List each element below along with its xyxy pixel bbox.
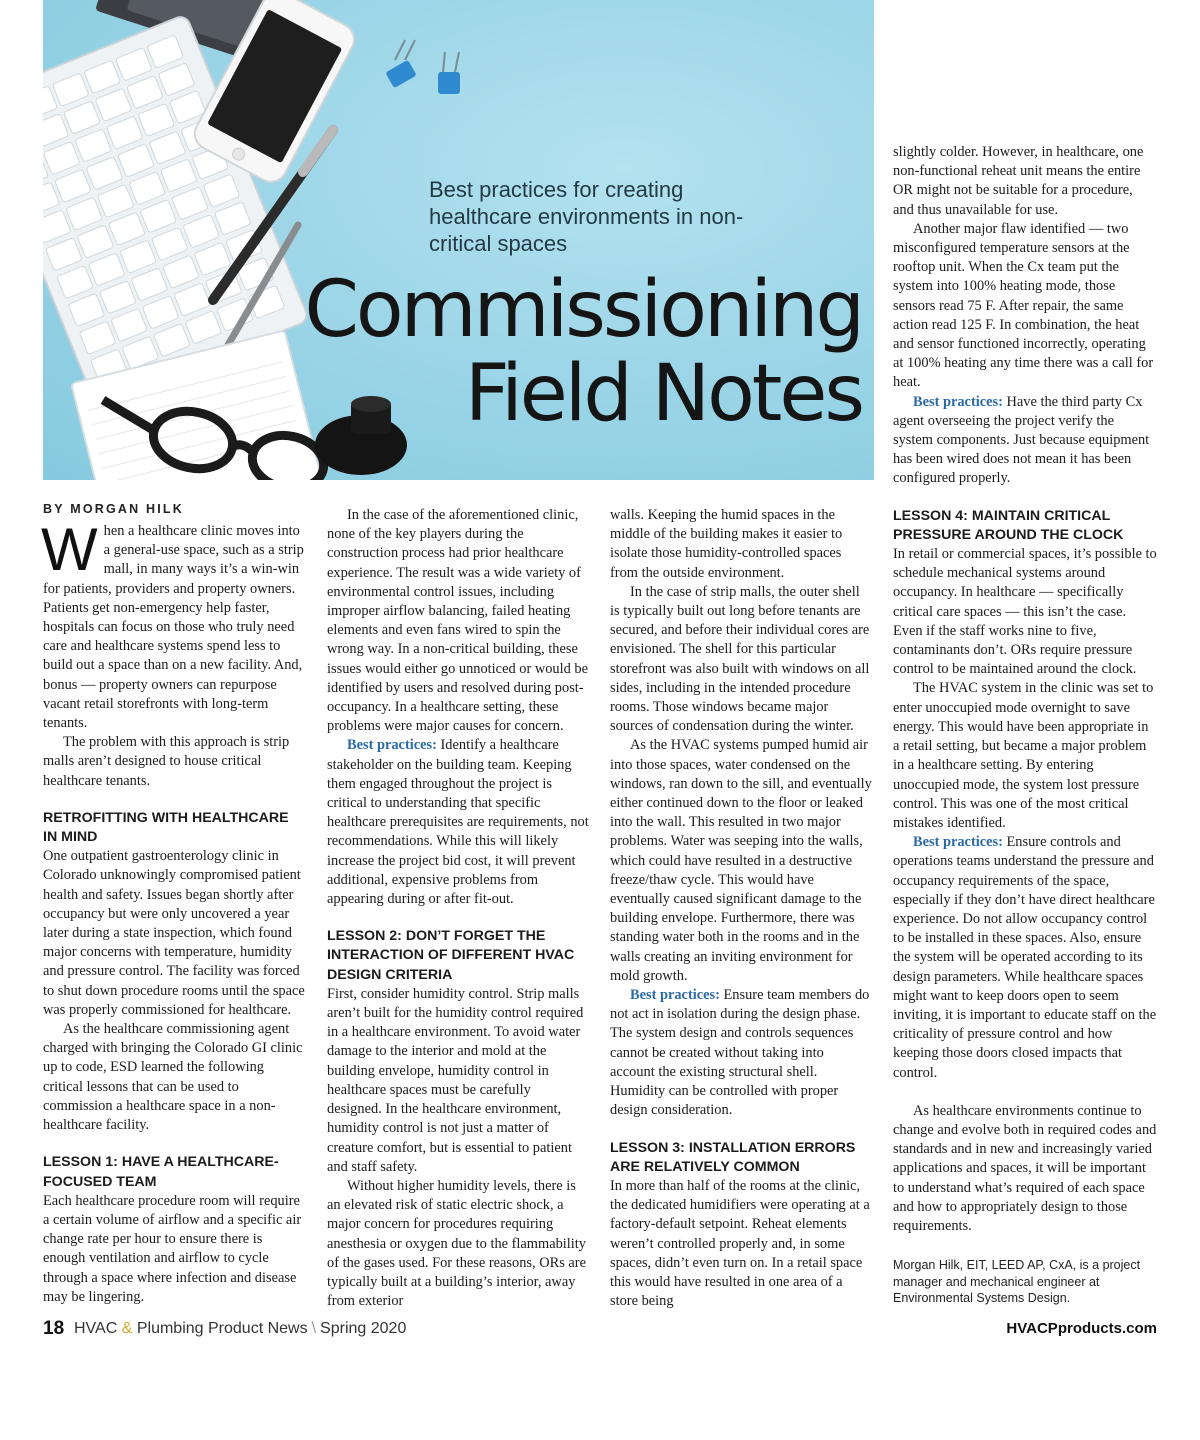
column-4: [893, 143, 1157, 1307]
paragraph: The problem with this approach is strip malls aren’t designed to house critical healthcare tenants.: [43, 734, 290, 789]
paragraph: In retail or commercial spaces, it’s possible to schedule mechanical systems around occupancy. In healthcare — specifically critical care spaces — this isn’t the case. Even if the staff works nine to five, contaminants don’t. ORs require pressure control to be maintained around the clock.: [893, 546, 1157, 678]
paragraph: In the case of the aforementioned clinic, none of the key players during the construction process had prior healthcare experience. The result was a wide variety of environmental control issues, including improper airflow balancing, failed heating elements and even fans wired to spin the wrong way. In a non-critical building, these issues would either go unnoticed or would be identified by users and resolved during post-occupancy. In a healthcare setting, these problems were major causes for concern.: [327, 507, 588, 735]
page-footer: [43, 1318, 1157, 1340]
paragraph: First, consider humidity control. Strip malls aren’t built for the humidity control required in a healthcare environment. To avoid water damage to the interior and mold at the building envelope, humidity control in healthcare spaces must be carefully designed. In the healthcare environment, humidity control is not just a matter of creature comfort, but is essential to patient and staff safety.: [327, 985, 584, 1175]
drop-cap: W: [41, 516, 98, 583]
binder-clip-illustration: [385, 40, 460, 94]
best-practices-label: Best practices:: [347, 737, 437, 754]
best-practices-label: Best practices:: [913, 393, 1003, 410]
paragraph: One outpatient gastroenterology clinic in Colorado unknowingly compromised patient health and safety. Issues began shortly after occupancy but were only uncovered a year later during a state inspection, which found major concerns with temperature, humidity and pressure control. The facility was forced to shut down procedure rooms until the space was properly commissioned for healthcare.: [43, 848, 305, 1018]
paragraph: Another major flaw identified — two misconfigured temperature sensors at the rooftop unit. When the Cx team put the system into 100% heating mode, those sensors read 75 F. After repair, the same action read 125 F. In combination, the heat and sensor functioned incorrectly, operating at 100% heating any time there was a call for heat.: [893, 220, 1154, 391]
section-heading: LESSON 1: HAVE A HEALTHCARE-FOCUSED TEAM: [43, 1154, 279, 1190]
ampersand: &: [121, 1320, 133, 1337]
column-3: [610, 506, 872, 1311]
hero-image: [43, 0, 874, 480]
closing-paragraph: As healthcare environments continue to change and evolve both in required codes and standards and in new and increasingly varied applications and spaces, it will be important to understand what’s required of each space and how to appropriately design to those requirements.: [893, 1102, 1157, 1234]
best-practices-paragraph: Best practices: Ensure controls and operations teams understand the pressure and occupancy requirements of the space, especially if they don’t have direct healthcare experience. Do not allow occupancy control to be installed in these spaces. Also, ensure the system will be operated according to its design parameters. While healthcare spaces might want to keep doors open to seem inviting, it is important to educate staff on the criticality of pressure control and how keeping those doors closed impacts that control.: [893, 834, 1157, 1081]
column-1: [43, 500, 305, 1307]
best-practices-paragraph: Best practices: Have the third party Cx agent overseeing the project verify the system components. Just because equipment has been wired does not mean it has been configured properly.: [893, 393, 1150, 487]
article-title: [304, 265, 862, 439]
byline: BY MORGAN HILK: [43, 502, 184, 516]
paragraph: The HVAC system in the clinic was set to enter unoccupied mode overnight to save energy. This would have been appropriate in a retail setting, but became a major problem in a healthcare setting. By entering unoccupied mode, the system lost pressure control. This was one of the most critical mistakes identified.: [893, 680, 1154, 831]
article-title-line-1: Commissioning: [304, 265, 862, 355]
intro-paragraph: When a healthcare clinic moves into a general-use space, such as a strip mall, in many ways it’s a win-win for patients, providers and property owners. Patients get non-emergency help faster, hospitals can focus on those who truly need care and healthcare systems spend less to build out a space than on a new facility. And, bonus — property owners can repurpose vacant retail storefronts with long-term tenants.: [41, 516, 304, 732]
paragraph: As the healthcare commissioning agent charged with bringing the Colorado GI clinic up to code, ESD learned the following critical lessons that can be used to commission a healthcare space in a non-healthcare facility.: [43, 1021, 303, 1134]
best-practices-paragraph: Best practices: Identify a healthcare stakeholder on the building team. Keeping them engaged throughout the project is critical to understanding that specific healthcare prerequisites are requirements, not recommendations. While this will likely increase the project bid cost, it will prevent additional, expensive problems from appearing during or after fit-out.: [327, 737, 589, 908]
paragraph: Each healthcare procedure room will require a certain volume of airflow and a specific air change rate per hour to ensure there is enough ventilation and airflow to cycle through a space where infection and disease may be lingering.: [43, 1192, 302, 1305]
best-practices-paragraph: Best practices: Ensure team members do not act in isolation during the design phase. The system design and controls sequences cannot be created without taking into account the existing structural shell. Humidity can be controlled with proper design consideration.: [610, 987, 870, 1119]
paragraph: slightly colder. However, in healthcare, one non-functional reheat unit means the entire OR might not be suitable for a procedure, and thus unavailable for use.: [893, 144, 1144, 218]
publication-name: HVAC & Plumbing Product News \ Spring 2020: [74, 1320, 407, 1337]
paragraph: walls. Keeping the humid spaces in the middle of the building makes it easier to isolate those humidity-controlled spaces from the outside environment.: [610, 507, 843, 581]
section-heading: LESSON 3: INSTALLATION ERRORS ARE RELATIVELY COMMON: [610, 1139, 856, 1175]
column-2: [327, 506, 589, 1311]
author-bio: Morgan Hilk, EIT, LEED AP, CxA, is a project manager and mechanical engineer at Environmental Systems Design.: [893, 1258, 1141, 1306]
paragraph: Without higher humidity levels, there is an elevated risk of static electric shock, a major concern for procedures requiring anesthesia or oxygen due to the flammability of the gases used. For these reasons, ORs are typically built at a building’s interior, away from exterior: [327, 1177, 586, 1310]
best-practices-label: Best practices:: [630, 987, 720, 1004]
article-title-line-2: Field Notes: [464, 349, 862, 439]
section-heading: LESSON 2: DON’T FORGET THE INTERACTION OF DIFFERENT HVAC DESIGN CRITERIA: [327, 928, 575, 983]
section-heading: RETROFITTING WITH HEALTHCARE IN MIND: [43, 809, 289, 846]
issue-date: Spring 2020: [320, 1320, 407, 1337]
paragraph: In the case of strip malls, the outer shell is typically built out long before tenants are secured, and before their individual cores are envisioned. The shell for this particular storefront was also built with windows on all sides, including in the intended procedure rooms. Those windows became major sources of condensation during the winter.: [610, 583, 870, 735]
website-link[interactable]: HVACPproducts.com: [1006, 1320, 1157, 1337]
page-number: 18: [43, 1318, 65, 1339]
paragraph: As the HVAC systems pumped humid air into those spaces, water condensed on the windows, ran down to the sill, and eventually either continued down to the floor or leaked into the wall. This resulted in two major problems. Water was seeping into the walls, which could have resulted in a destructive freeze/thaw cycle. This would have eventually caused significant damage to the building envelope. Furthermore, there was standing water both in the rooms and in the walls creating an inviting environment for mold growth.: [610, 737, 872, 984]
section-heading: LESSON 4: MAINTAIN CRITICAL PRESSURE AROUND THE CLOCK: [893, 507, 1124, 543]
separator: \: [311, 1320, 317, 1337]
best-practices-label: Best practices:: [913, 834, 1003, 851]
paragraph: In more than half of the rooms at the clinic, the dedicated humidifiers were operating at a factory-default setpoint. Reheat elements weren’t controlled properly and, in some spaces, didn’t even turn on. In a retail space this would have resulted in one area of a store being: [610, 1177, 870, 1310]
article-kicker: Best practices for creating healthcare environments in non-critical spaces: [429, 177, 744, 256]
